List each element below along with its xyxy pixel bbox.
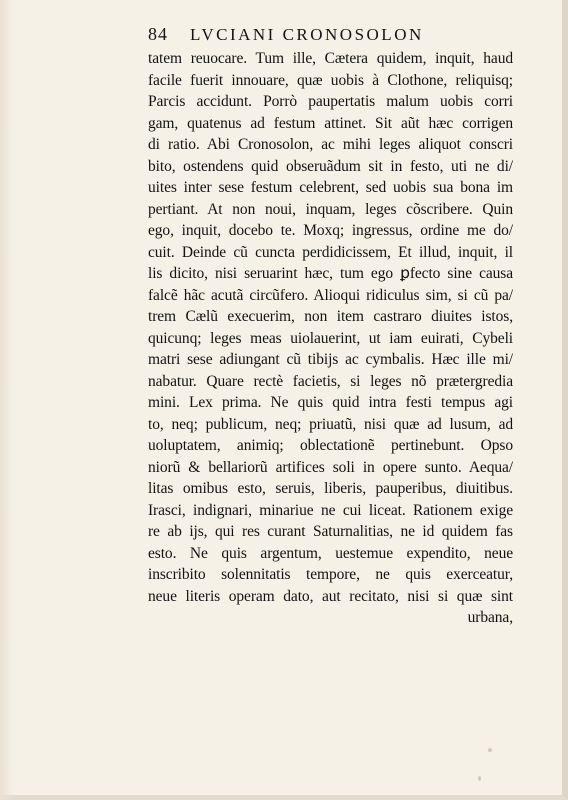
text-line: nabatur. Quare rectè facietis, si leges nõ prætergredia xyxy=(148,372,513,390)
text-line: Parcis accidunt. Porrò paupertatis malum uobis corri xyxy=(148,93,513,110)
text-line: uites inter sese festum celebrent, sed uobis sua bona im xyxy=(148,179,513,196)
text-line: ego, inquit, docebo te. Moxq; ingressus, ordine me do/ xyxy=(148,222,513,239)
text-line: inscribito solennitatis tempore, ne quis exerceatur, xyxy=(148,566,513,583)
text-line: trem Cælũ execuerim, non item castraro diuites istos, xyxy=(148,308,513,325)
paper-speck xyxy=(488,748,492,752)
text-line: falcẽ hãc acutã circũfero. Alioqui ridiculus sim, si cũ pa/ xyxy=(148,286,513,304)
text-line: niorũ & bellariorũ artifices soli in opere sunto. Aequa/ xyxy=(148,458,513,476)
text-line: quicunq; leges meas uiolauerint, ut iam euirati, Cybeli xyxy=(148,329,513,347)
text-line: tatem reuocare. Tum ille, Cætera quidem, inquit, haud xyxy=(148,50,513,67)
text-line: uoluptatem, animiq; oblectationẽ pertinebunt. Opso xyxy=(148,437,513,454)
page-gutter-shadow xyxy=(0,0,14,800)
text-line: bito, ostendens quid obseruãdum sit in festo, uti ne di/ xyxy=(148,157,513,175)
text-line: Irasci, indignari, minariue ne cui liceat. Rationem exige xyxy=(148,501,513,519)
text-line: mini. Lex prima. Ne quis quid intra festi tempus agi xyxy=(148,394,513,411)
running-head: LVCIANI CRONOSOLON xyxy=(190,25,424,44)
page-number: 84 xyxy=(148,24,168,44)
text-line: matri sese adiungant cũ tibijs ac cymbalis. Hæc ille mi/ xyxy=(148,351,513,368)
body-text xyxy=(148,48,513,629)
text-line: cuit. Deinde cũ cuncta perdidicissem, Et illud, inquit, il xyxy=(148,243,513,261)
text-line: facile fuerit innouare, quæ uobis à Clothone, reliquisq; xyxy=(148,71,513,89)
text-line: di ratio. Abi Cronosolon, ac mihi leges aliquot conscri xyxy=(148,136,513,153)
paper-speck xyxy=(478,776,481,781)
text-line: pertiant. At non noui, inquam, leges cõscribere. Quin xyxy=(148,200,513,218)
text-line: lis dicito, nisi seruarint hæc, tum ego ꝑfecto sine causa xyxy=(148,265,513,282)
text-line: gam, quatenus ad festum attinet. Sit aũt hæc corrigen xyxy=(148,114,513,132)
page-header xyxy=(148,24,478,48)
catchword-line: urbana, xyxy=(467,609,513,626)
text-line: neue literis operam dato, aut recitato, nisi si quæ sint xyxy=(148,587,513,605)
text-line: esto. Ne quis argentum, uestemue expendito, neue xyxy=(148,544,513,562)
text-line: re ab ijs, qui res curant Saturnalitias, ne id quidem fas xyxy=(148,523,513,540)
text-line: to, neq; publicum, neq; priuatũ, nisi quæ ad lusum, ad xyxy=(148,415,513,433)
text-line: litas omibus esto, seruis, liberis, pauperibus, diuitibus. xyxy=(148,480,513,497)
